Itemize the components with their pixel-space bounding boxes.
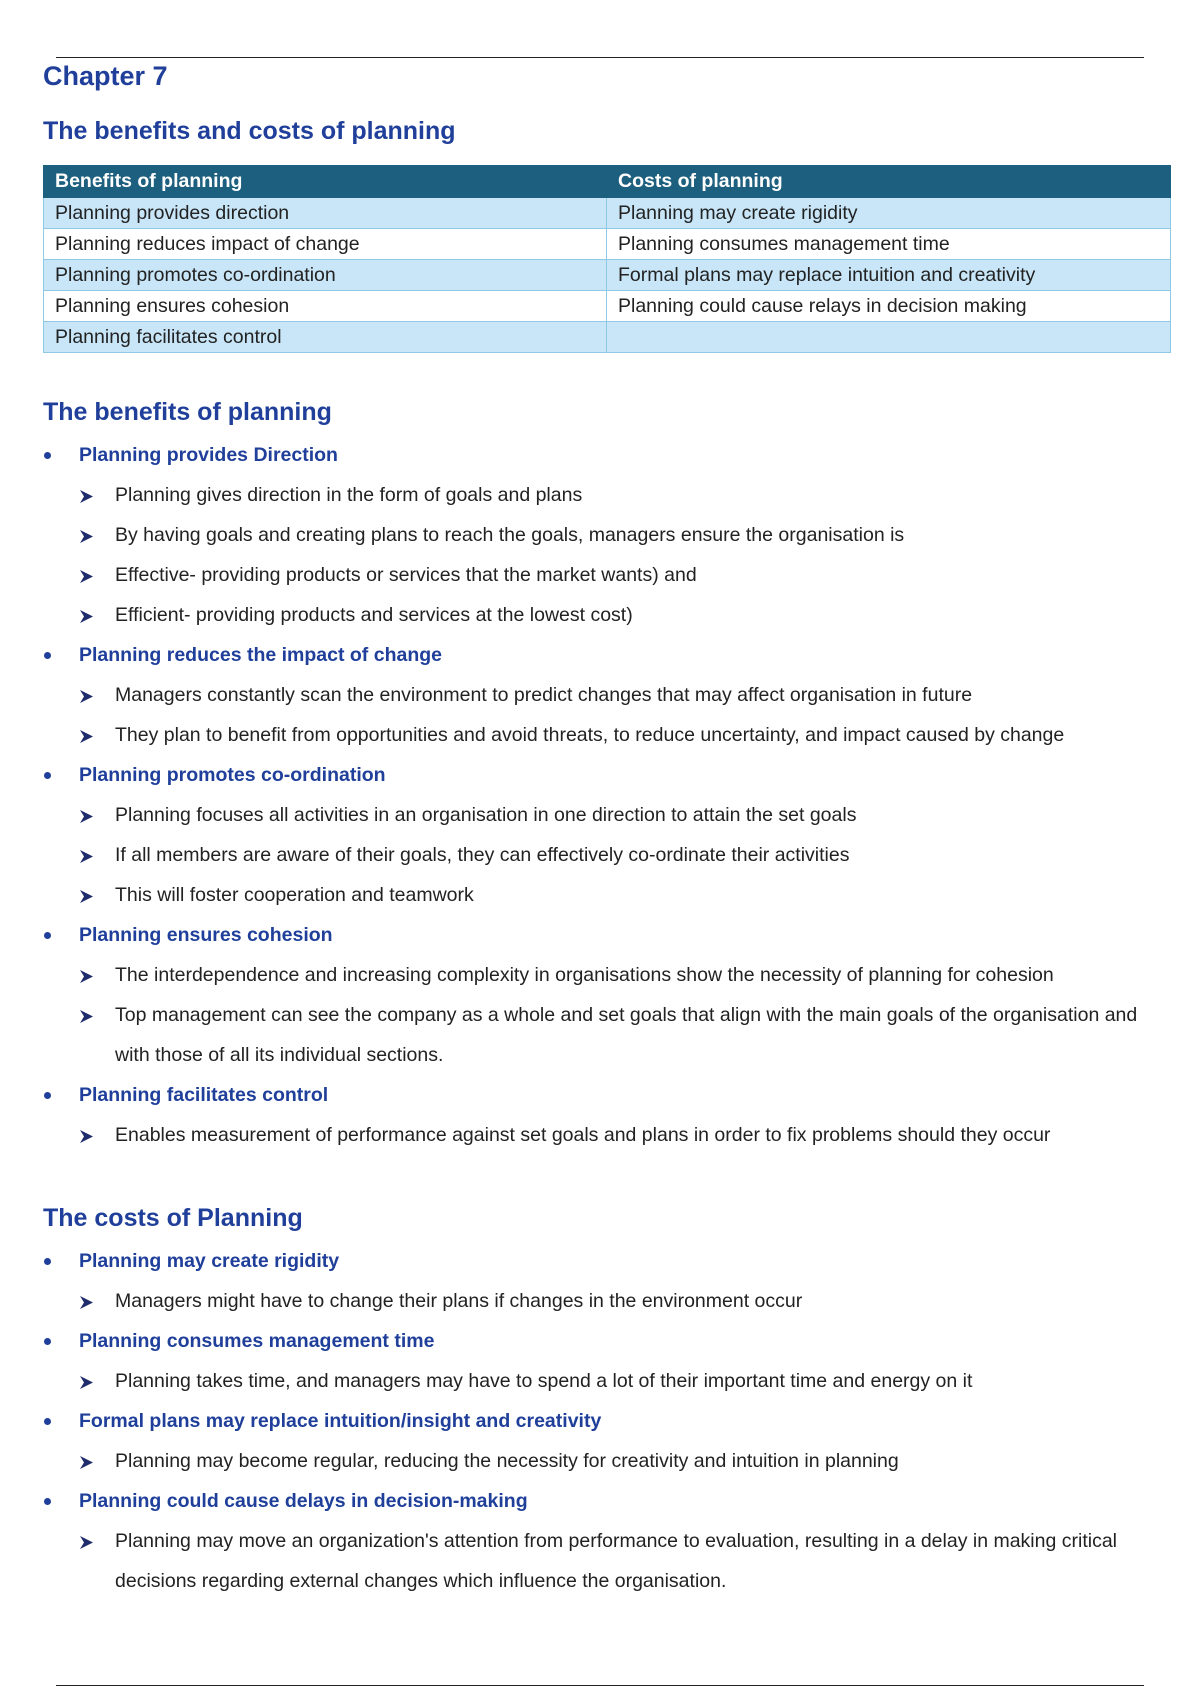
list-item [43,1321,1173,1401]
chapter-title: Chapter 7 [43,61,168,91]
sub-list-text: Planning gives direction in the form of goals and plans [115,484,583,506]
table-row [44,229,1171,260]
list-item-title: Planning ensures cohesion [79,923,333,946]
table-header-benefits: Benefits of planning [44,166,607,198]
sub-list-item [43,1441,1173,1481]
sub-list-text: This will foster cooperation and teamwork [115,884,474,906]
sub-list-item [43,795,1173,835]
list-item-heading [43,1481,1173,1521]
sub-list-item [43,555,1173,595]
arrow-bullet-icon [43,1115,115,1155]
costs-heading: The costs of Planning [43,1204,303,1232]
table-cell: Planning promotes co-ordination [44,260,607,291]
sub-list [43,1361,1173,1401]
list-item-title: Planning promotes co-ordination [79,763,386,786]
list-item [43,1401,1173,1481]
sub-list-item [43,715,1173,755]
arrow-bullet-icon [43,515,115,555]
sub-list-item [43,675,1173,715]
table-cell: Planning ensures cohesion [44,291,607,322]
list-item-heading [43,915,1173,955]
sub-list-item [43,995,1173,1075]
arrow-bullet-icon [43,1441,115,1481]
table-row [44,260,1171,291]
table-cell: Formal plans may replace intuition and creativity [607,260,1171,291]
sub-list [43,1115,1173,1155]
arrow-bullet-icon [43,475,115,515]
sub-list [43,475,1173,635]
sub-list-item [43,475,1173,515]
list-item-title: Planning facilitates control [79,1083,329,1106]
list-item-heading [43,755,1173,795]
sub-list-item [43,1115,1173,1155]
list-item-title: Planning provides Direction [79,443,338,466]
benefits-list [43,435,1173,1155]
bullet-icon [44,452,51,459]
list-item [43,435,1173,635]
list-item [43,1241,1173,1321]
bullet-icon [44,1498,51,1505]
sub-list-text: Managers might have to change their plans if changes in the environment occur [115,1290,803,1312]
table-cell: Planning could cause relays in decision making [607,291,1171,322]
sub-list [43,1281,1173,1321]
sub-list-item [43,595,1173,635]
bullet-icon [44,772,51,779]
list-item-title: Planning consumes management time [79,1329,435,1352]
sub-list-item [43,955,1173,995]
list-item [43,755,1173,915]
costs-list [43,1241,1173,1601]
arrow-bullet-icon [43,875,115,915]
list-item-heading [43,1075,1173,1115]
sub-list-text: Planning may become regular, reducing the necessity for creativity and intuition in planning [115,1450,899,1472]
table-heading: The benefits and costs of planning [43,117,456,145]
costs-section [43,1201,1173,1601]
arrow-bullet-icon [43,835,115,875]
list-item-title: Planning may create rigidity [79,1249,340,1272]
sub-list-item [43,875,1173,915]
table-cell: Planning consumes management time [607,229,1171,260]
sub-list-text: The interdependence and increasing complexity in organisations show the necessity of planning for cohesion [115,964,1054,986]
sub-list [43,1521,1173,1601]
sub-list [43,795,1173,915]
list-item-title: Formal plans may replace intuition/insight and creativity [79,1409,602,1432]
sub-list-item [43,1361,1173,1401]
list-item-heading [43,1241,1173,1281]
sub-list-text: Top management can see the company as a whole and set goals that align with the main goals of the organisation and with those of all its individual sections. [115,1004,1138,1066]
sub-list-text: Efficient- providing products and services at the lowest cost) [115,604,633,626]
arrow-bullet-icon [43,715,115,755]
arrow-bullet-icon [43,1521,115,1561]
table-cell [607,322,1171,353]
table-header-costs: Costs of planning [607,166,1171,198]
sub-list-item [43,515,1173,555]
table-row [44,198,1171,229]
table-cell: Planning provides direction [44,198,607,229]
sub-list-text: Enables measurement of performance against set goals and plans in order to fix problems should they occur [115,1124,1051,1146]
bullet-icon [44,1258,51,1265]
bullet-icon [44,1338,51,1345]
arrow-bullet-icon [43,1281,115,1321]
sub-list [43,675,1173,755]
list-item-heading [43,635,1173,675]
list-item [43,635,1173,755]
benefits-section [43,395,1173,1155]
sub-list-item [43,1521,1173,1601]
bullet-icon [44,652,51,659]
table-cell: Planning may create rigidity [607,198,1171,229]
bullet-icon [44,1092,51,1099]
sub-list-item [43,1281,1173,1321]
bottom-rule [56,1685,1144,1686]
arrow-bullet-icon [43,555,115,595]
bullet-icon [44,1418,51,1425]
list-item-heading [43,1401,1173,1441]
list-item [43,1481,1173,1601]
sub-list-text: Planning takes time, and managers may have to spend a lot of their important time and energy on it [115,1370,973,1392]
sub-list-text: Managers constantly scan the environment to predict changes that may affect organisation in future [115,684,973,706]
arrow-bullet-icon [43,995,115,1035]
sub-list-text: They plan to benefit from opportunities and avoid threats, to reduce uncertainty, and impact caused by change [115,724,1065,746]
arrow-bullet-icon [43,675,115,715]
table-row [44,291,1171,322]
sub-list-text: If all members are aware of their goals, they can effectively co-ordinate their activities [115,844,850,866]
list-item [43,1075,1173,1155]
table-cell: Planning reduces impact of change [44,229,607,260]
arrow-bullet-icon [43,955,115,995]
list-item [43,915,1173,1075]
sub-list-text: By having goals and creating plans to reach the goals, managers ensure the organisation is [115,524,905,546]
sub-list-text: Planning may move an organization's attention from performance to evaluation, resulting in a delay in making critical decisions regarding external changes which influence the organisation. [115,1530,1118,1592]
benefits-heading: The benefits of planning [43,398,332,426]
list-item-title: Planning could cause delays in decision-making [79,1489,528,1512]
table-cell: Planning facilitates control [44,322,607,353]
sub-list [43,1441,1173,1481]
arrow-bullet-icon [43,595,115,635]
benefits-costs-table [43,165,1171,353]
list-item-heading [43,1321,1173,1361]
document-body [43,58,1173,1601]
sub-list-item [43,835,1173,875]
sub-list-text: Effective- providing products or services that the market wants) and [115,564,697,586]
table-row [44,322,1171,353]
arrow-bullet-icon [43,795,115,835]
list-item-heading [43,435,1173,475]
bullet-icon [44,932,51,939]
sub-list [43,955,1173,1075]
arrow-bullet-icon [43,1361,115,1401]
sub-list-text: Planning focuses all activities in an organisation in one direction to attain the set goals [115,804,857,826]
list-item-title: Planning reduces the impact of change [79,643,442,666]
